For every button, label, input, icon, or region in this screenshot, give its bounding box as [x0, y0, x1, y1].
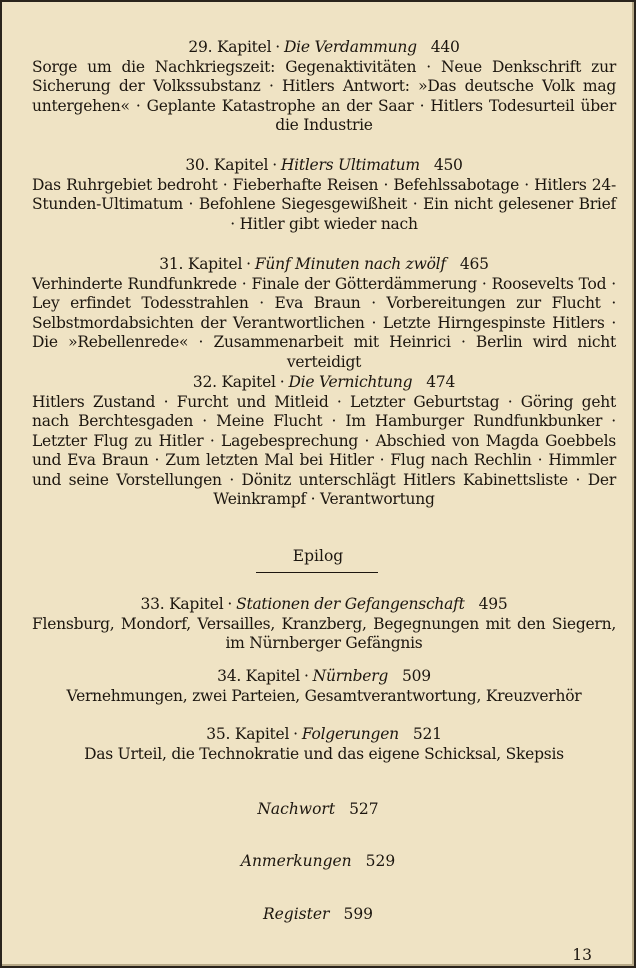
chapter-heading [32, 725, 616, 745]
separator-dot: · [293, 725, 298, 743]
chapter-heading [32, 255, 616, 275]
epilog-divider [256, 572, 378, 573]
chapter-description: Das Urteil, die Technokratie und das eigene Schicksal, Skepsis [84, 744, 564, 763]
chapter-heading [32, 38, 616, 58]
chapter-description: Flensburg, Mondorf, Versailles, Kranzberg, Begegnungen mit den Siegern, im Nürnberger Gefängnis [32, 614, 616, 652]
toc-entry-chapter-33 [32, 595, 616, 654]
chapter-heading [32, 595, 616, 615]
folio-page-number: 13 [572, 946, 592, 964]
chapter-title: Hitlers Ultimatum [280, 156, 420, 174]
chapter-label: 31. Kapitel [159, 255, 243, 273]
toc-entry-nachwort [2, 800, 634, 820]
separator-dot: · [272, 156, 277, 174]
chapter-description: Hitlers Zustand · Furcht und Mitleid · Letzter Geburtstag · Göring geht nach Berchtesgaden · Meine Flucht · Im Hamburger Rundfunkbunker · Letzter Flug zu Hitler · Lagebesprechung · Abschied von Magda Goebbels und Eva Braun · Zum letzten Mal bei Hitler · Flug nach Rechlin · Himmler und seine Vorstellungen · Dönitz unterschlägt Hitlers Kabinettsliste · Der Weinkrampf · Verantwortung [32, 392, 616, 508]
chapter-label: 32. Kapitel [192, 373, 276, 391]
page-number: 509 [402, 667, 431, 685]
chapter-heading [32, 156, 616, 176]
toc-entry-chapter-30 [32, 156, 616, 234]
book-page [2, 2, 634, 966]
toc-entry-register [2, 905, 634, 925]
separator-dot: · [227, 595, 233, 613]
chapter-label: 29. Kapitel [188, 38, 272, 56]
toc-entry-chapter-31 [32, 255, 616, 372]
page-number: 465 [459, 255, 489, 273]
toc-entry-chapter-35 [32, 725, 616, 764]
page-number: 527 [349, 800, 379, 818]
chapter-heading [32, 667, 616, 687]
chapter-heading [32, 373, 616, 393]
chapter-title: Folgerungen [301, 725, 399, 743]
back-matter-title: Anmerkungen [240, 852, 352, 870]
page-number: 450 [433, 156, 463, 174]
epilog-heading: Epilog [292, 547, 344, 565]
page-number: 599 [343, 905, 374, 923]
chapter-label: 30. Kapitel [185, 156, 269, 174]
toc-entry-chapter-34 [32, 667, 616, 706]
chapter-description: Das Ruhrgebiet bedroht · Fieberhafte Reisen · Befehlssabotage · Hitlers 24-Stunden-Ultimatum · Befohlene Siegesgewißheit · Ein nicht gelesener Brief · Hitler gibt wieder nach [32, 175, 616, 233]
chapter-label: 35. Kapitel [206, 725, 290, 743]
page-number: 495 [478, 595, 508, 613]
toc-entry-chapter-32 [32, 373, 616, 510]
page-number: 440 [430, 38, 460, 56]
toc-entry-chapter-29 [32, 38, 616, 136]
toc-entry-anmerkungen [2, 852, 634, 872]
separator-dot: · [246, 255, 251, 273]
chapter-title: Die Verdammung [283, 38, 417, 56]
chapter-title: Nürnberg [312, 667, 389, 685]
chapter-title: Stationen der Gefangenschaft [236, 595, 465, 613]
page-number: 521 [412, 725, 442, 743]
chapter-description: Verhinderte Rundfunkrede · Finale der Götterdämmerung · Roosevelts Tod · Ley erfindet Todesstrahlen · Eva Braun · Vorbereitungen zur Flucht · Selbstmordabsichten der Verantwortlichen · Letzte Hirngespinste Hitlers · Die »Rebellenrede« · Zusammenarbeit mit Heinrici · Berlin wird nicht verteidigt [32, 274, 616, 371]
chapter-title: Die Vernichtung [288, 373, 413, 391]
back-matter-title: Nachwort [257, 800, 336, 818]
chapter-label: 34. Kapitel [217, 667, 300, 685]
page-number: 529 [365, 852, 396, 870]
page-number: 474 [426, 373, 456, 391]
back-matter-title: Register [262, 905, 330, 923]
separator-dot: · [303, 667, 309, 685]
chapter-description: Sorge um die Nachkriegszeit: Gegenaktivitäten · Neue Denkschrift zur Sicherung der Volkssubstanz · Hitlers Antwort: »Das deutsche Volk mag untergehen« · Geplante Katastrophe an der Saar · Hitlers Todesurteil über die Industrie [32, 57, 616, 134]
chapter-label: 33. Kapitel [140, 595, 224, 613]
chapter-description: Vernehmungen, zwei Parteien, Gesamtverantwortung, Kreuzverhör [66, 686, 582, 705]
separator-dot: · [275, 38, 280, 56]
chapter-title: Fünf Minuten nach zwölf [254, 255, 446, 273]
separator-dot: · [279, 373, 285, 391]
